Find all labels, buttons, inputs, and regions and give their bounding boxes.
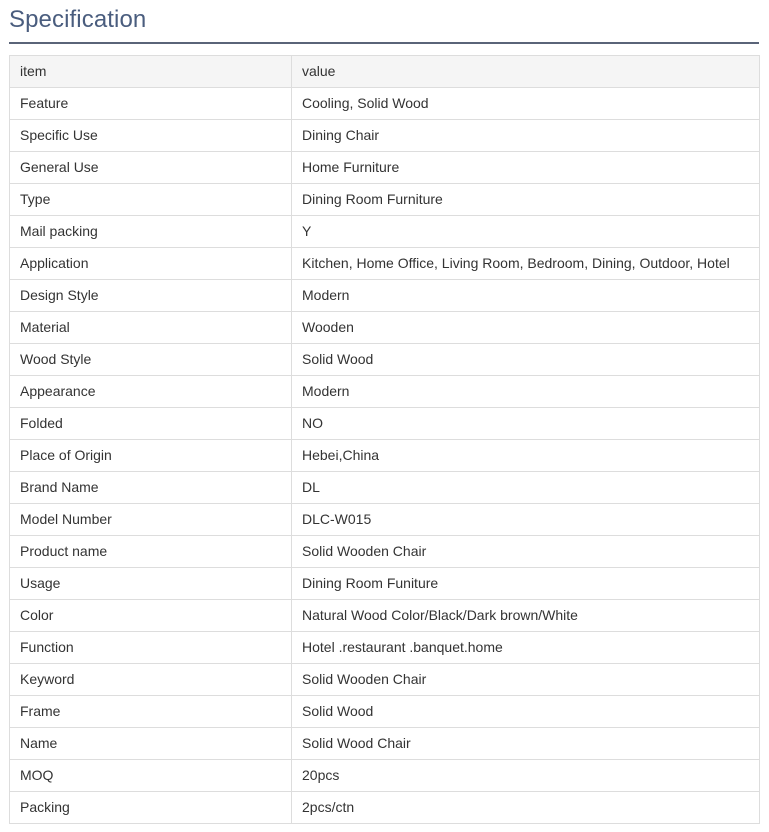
spec-value-cell: Modern <box>292 280 760 312</box>
table-row <box>10 440 760 472</box>
table-header-row <box>10 56 760 88</box>
table-row <box>10 632 760 664</box>
table-row <box>10 376 760 408</box>
spec-value-cell: Dining Room Furniture <box>292 184 760 216</box>
table-row <box>10 312 760 344</box>
spec-item-cell: Folded <box>10 408 292 440</box>
spec-item-cell: General Use <box>10 152 292 184</box>
spec-item-cell: Specific Use <box>10 120 292 152</box>
table-row <box>10 504 760 536</box>
table-row <box>10 184 760 216</box>
spec-item-cell: Packing <box>10 792 292 824</box>
spec-value-cell: DLC-W015 <box>292 504 760 536</box>
spec-value-cell: Hotel .restaurant .banquet.home <box>292 632 760 664</box>
spec-item-cell: Material <box>10 312 292 344</box>
spec-item-cell: Mail packing <box>10 216 292 248</box>
spec-item-cell: Function <box>10 632 292 664</box>
spec-item-cell: Appearance <box>10 376 292 408</box>
spec-item-cell: Frame <box>10 696 292 728</box>
spec-item-cell: Usage <box>10 568 292 600</box>
spec-item-cell: MOQ <box>10 760 292 792</box>
spec-value-cell: Solid Wooden Chair <box>292 536 760 568</box>
table-row <box>10 472 760 504</box>
spec-value-cell: Dining Chair <box>292 120 760 152</box>
spec-item-cell: Product name <box>10 536 292 568</box>
table-row <box>10 120 760 152</box>
spec-value-cell: 2pcs/ctn <box>292 792 760 824</box>
spec-value-cell: Cooling, Solid Wood <box>292 88 760 120</box>
table-row <box>10 728 760 760</box>
table-row <box>10 88 760 120</box>
spec-item-cell: Type <box>10 184 292 216</box>
spec-value-cell: Solid Wood <box>292 344 760 376</box>
spec-item-cell: Feature <box>10 88 292 120</box>
spec-item-cell: Name <box>10 728 292 760</box>
spec-value-cell: Modern <box>292 376 760 408</box>
spec-item-cell: Wood Style <box>10 344 292 376</box>
spec-value-cell: Solid Wood <box>292 696 760 728</box>
spec-value-cell: Hebei,China <box>292 440 760 472</box>
spec-value-cell: Dining Room Funiture <box>292 568 760 600</box>
table-row <box>10 760 760 792</box>
spec-item-cell: Place of Origin <box>10 440 292 472</box>
spec-value-cell: Natural Wood Color/Black/Dark brown/White <box>292 600 760 632</box>
table-row <box>10 152 760 184</box>
spec-item-cell: Color <box>10 600 292 632</box>
specification-header <box>9 0 759 44</box>
spec-item-cell: Application <box>10 248 292 280</box>
section-title: Specification <box>9 6 147 33</box>
spec-item-cell: Brand Name <box>10 472 292 504</box>
table-row <box>10 280 760 312</box>
table-row <box>10 696 760 728</box>
spec-value-cell: Kitchen, Home Office, Living Room, Bedroom, Dining, Outdoor, Hotel <box>292 248 760 280</box>
table-row <box>10 600 760 632</box>
spec-item-cell: Model Number <box>10 504 292 536</box>
table-row <box>10 536 760 568</box>
spec-value-cell: NO <box>292 408 760 440</box>
spec-item-cell: Design Style <box>10 280 292 312</box>
column-header-item: item <box>10 56 292 88</box>
table-row <box>10 344 760 376</box>
spec-value-cell: Solid Wood Chair <box>292 728 760 760</box>
spec-value-cell: DL <box>292 472 760 504</box>
table-row <box>10 792 760 824</box>
spec-value-cell: Home Furniture <box>292 152 760 184</box>
table-row <box>10 248 760 280</box>
column-header-value: value <box>292 56 760 88</box>
spec-value-cell: Y <box>292 216 760 248</box>
table-row <box>10 216 760 248</box>
table-row <box>10 664 760 696</box>
spec-item-cell: Keyword <box>10 664 292 696</box>
spec-value-cell: Wooden <box>292 312 760 344</box>
table-row <box>10 568 760 600</box>
specification-table <box>9 55 760 824</box>
table-row <box>10 408 760 440</box>
spec-value-cell: Solid Wooden Chair <box>292 664 760 696</box>
spec-value-cell: 20pcs <box>292 760 760 792</box>
